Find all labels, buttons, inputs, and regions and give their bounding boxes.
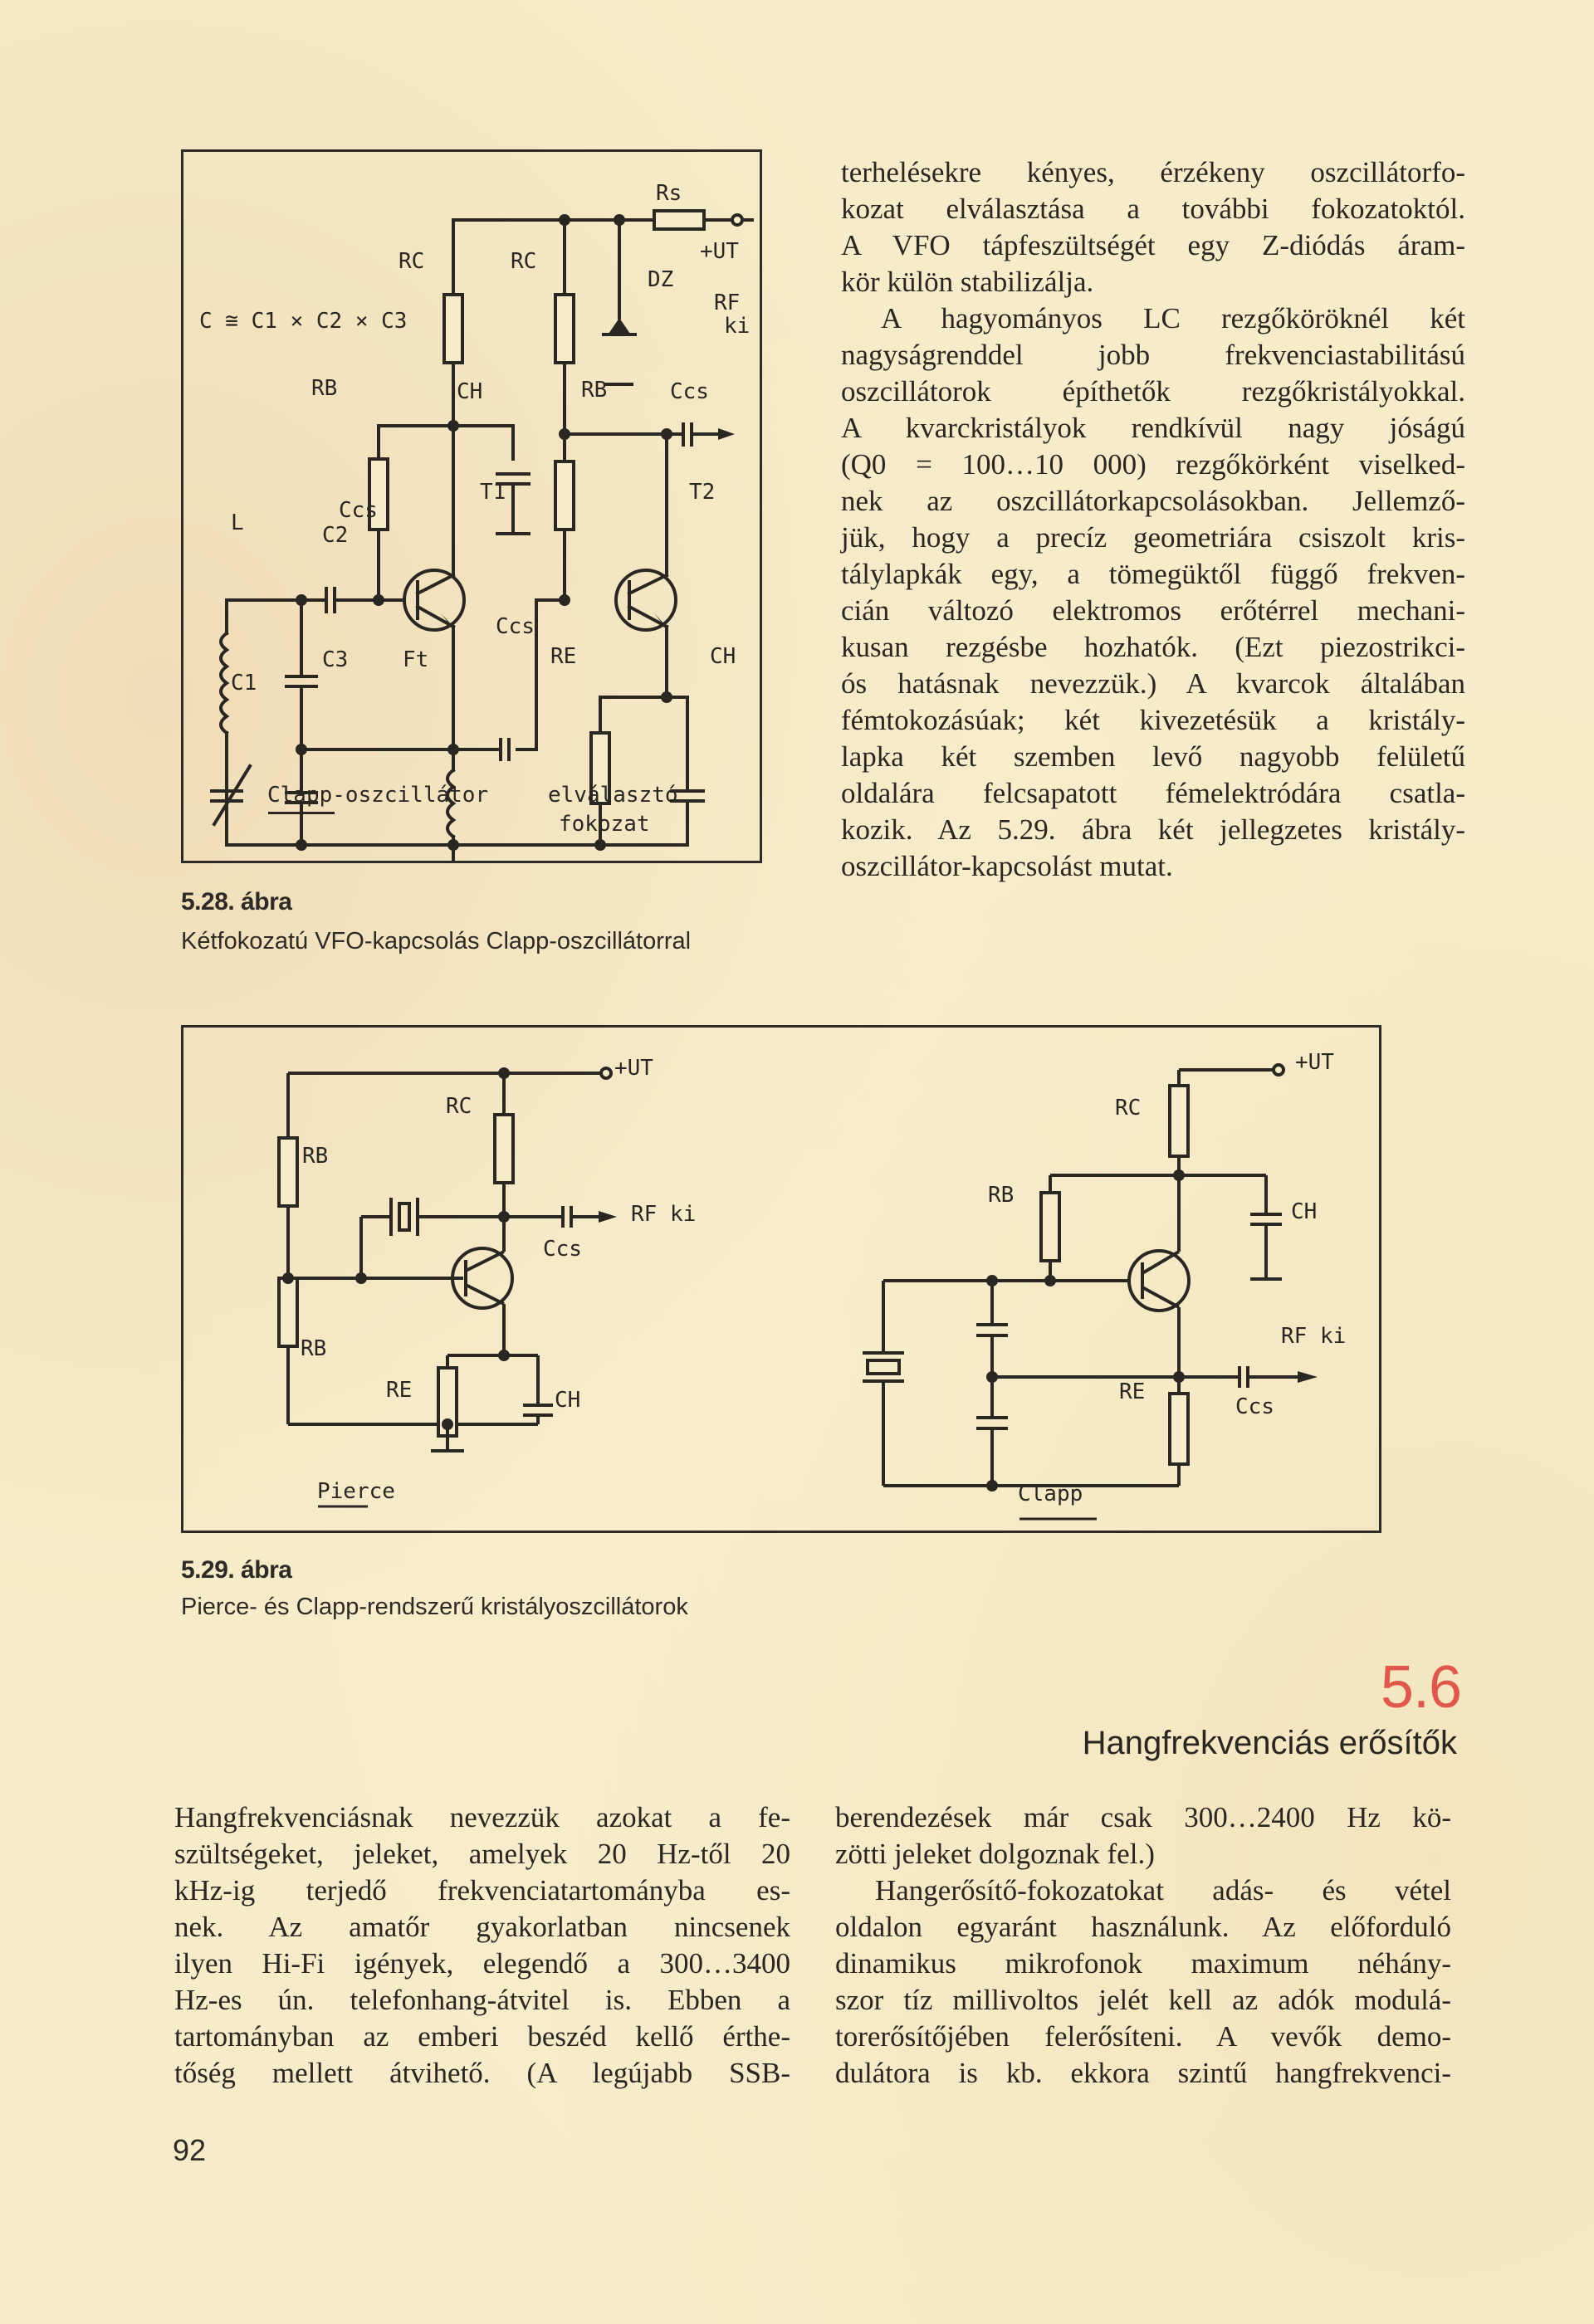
section-title: Hangfrekvenciás erősítők — [1082, 1725, 1457, 1761]
text-line: kör külön stabilizálja. — [841, 266, 1094, 298]
label-t1: T1 — [480, 480, 506, 505]
text-line: lapka két szemben levő nagyobb felületű — [841, 740, 1465, 773]
right-column-top — [841, 154, 1465, 885]
text-line: Hangfrekvenciásnak nevezzük azokat a fe- — [174, 1801, 790, 1833]
figure-5-28-frame — [181, 149, 762, 863]
label-ch2: CH — [710, 644, 736, 669]
pierce-label-ch: CH — [555, 1388, 581, 1413]
text-line: A hagyományos LC rezgőköröknél két — [881, 302, 1465, 334]
text-line: kozik. Az 5.29. ábra két jellegzetes kristály- — [841, 813, 1465, 846]
label-formula: C ≅ C1 × C2 × C3 — [199, 309, 408, 334]
label-ch1: CH — [457, 379, 483, 404]
text-line: nek. Az amatőr gyakorlatban nincsenek — [174, 1911, 790, 1943]
text-line: (Q0 = 100…10 000) rezgőkörként viselked- — [841, 448, 1465, 481]
label-clapp-oscillator: Clapp-oszcillátor — [267, 783, 489, 808]
text-line: A VFO tápfeszültségét egy Z-diódás áram- — [841, 229, 1465, 261]
right-column-bottom — [835, 1799, 1451, 2092]
clapp-label-ut: +UT — [1295, 1050, 1334, 1075]
text-line: ós hatásnak nevezzük.) A kvarcok általában — [841, 667, 1465, 700]
label-separator-1: elválasztó — [548, 783, 678, 808]
clapp-label-ccs: Ccs — [1235, 1394, 1274, 1419]
label-c3: C3 — [322, 647, 349, 672]
text-line: nek az oszcillátorkapcsolásokban. Jellemző- — [841, 485, 1465, 517]
text-line: dulátora is kb. ekkora szintű hangfrekvenci- — [835, 2057, 1451, 2089]
text-line: szültségeket, jeleket, amelyek 20 Hz-től 20 — [174, 1838, 790, 1870]
pierce-label-rb1: RB — [302, 1144, 329, 1169]
text-line: kusan rezgésbe hozhatók. (Ezt piezostrikci- — [841, 631, 1465, 663]
label-t2: T2 — [689, 480, 716, 505]
label-rc1: RC — [398, 249, 425, 274]
text-line: cián változó elektromos erőtérrel mechani- — [841, 594, 1465, 627]
clapp-label-ch: CH — [1291, 1199, 1318, 1224]
label-rc2: RC — [511, 249, 537, 274]
text-line: dinamikus mikrofonok maximum néhány- — [835, 1947, 1451, 1980]
figure-5-29-schematic — [183, 1028, 1379, 1531]
text-line: ilyen Hi-Fi igények, elegendő a 300…3400 — [174, 1947, 790, 1980]
label-c2: C2 — [322, 523, 349, 548]
pierce-label-ccs: Ccs — [543, 1237, 582, 1262]
label-ki: ki — [724, 314, 751, 339]
left-column-bottom — [174, 1799, 790, 2092]
label-rf: RF — [714, 290, 741, 315]
label-separator-2: fokozat — [559, 812, 650, 837]
label-dz: DZ — [648, 267, 674, 292]
label-rb2: RB — [581, 378, 608, 403]
pierce-label-re: RE — [386, 1378, 413, 1403]
label-c1: C1 — [231, 671, 257, 696]
pierce-title: Pierce — [317, 1479, 395, 1504]
section-number: 5.6 — [1380, 1654, 1461, 1721]
clapp-label-re: RE — [1119, 1379, 1146, 1404]
text-line: berendezések már csak 300…2400 Hz kö- — [835, 1801, 1451, 1833]
text-line: nagyságrenddel jobb frekvenciastabilitású — [841, 339, 1465, 371]
text-line: tartományban az emberi beszéd kellő érthe- — [174, 2020, 790, 2053]
text-line: Hangerősítő-fokozatokat adás- és vétel — [875, 1874, 1451, 1907]
clapp-label-rc: RC — [1115, 1096, 1142, 1120]
text-line: terhelésekre kényes, érzékeny oszcillátorfo- — [841, 156, 1465, 188]
text-line: torerősítőjében felerősíteni. A vevők demo- — [835, 2020, 1451, 2053]
page-number: 92 — [173, 2133, 207, 2167]
clapp-title: Clapp — [1018, 1482, 1083, 1506]
text-line: kHz-ig terjedő frekvenciatartományba es- — [174, 1874, 790, 1907]
label-ft: Ft — [403, 647, 429, 672]
text-line: oszcillátor-kapcsolást mutat. — [841, 850, 1173, 882]
text-line: tőség mellett átvihető. (A legújabb SSB- — [174, 2057, 790, 2089]
figure-5-28-caption: Kétfokozatú VFO-kapcsolás Clapp-oszcillátorral — [181, 928, 692, 954]
text-line: Hz-es ún. telefonhang-átvitel is. Ebben a — [174, 1984, 790, 2016]
figure-5-29-caption: Pierce- és Clapp-rendszerű kristályoszcillátorok — [181, 1594, 688, 1620]
text-line: tálylapkák egy, a tömegüktől függő frekven- — [841, 558, 1465, 590]
pierce-label-rb2: RB — [301, 1336, 327, 1361]
text-line: zötti jeleket dolgoznak fel.) — [835, 1838, 1155, 1870]
clapp-label-rb: RB — [988, 1183, 1015, 1208]
label-re: RE — [550, 644, 577, 669]
label-ut: +UT — [700, 239, 739, 264]
figure-5-29-number: 5.29. ábra — [181, 1556, 292, 1584]
label-l: L — [231, 510, 244, 535]
pierce-label-rf-out: RF ki — [631, 1202, 697, 1227]
pierce-label-rc: RC — [446, 1094, 472, 1119]
figure-5-28-schematic — [183, 152, 760, 861]
text-line: jük, hogy a precíz geometriára csiszolt kris- — [841, 521, 1465, 554]
text-line: szor tíz millivoltos jelét kell az adók modulá- — [835, 1984, 1451, 2016]
text-line: oszcillátorok építhetők rezgőkristályokkal. — [841, 375, 1465, 408]
label-rs: Rs — [656, 181, 682, 206]
label-ccs2: Ccs — [496, 614, 535, 639]
label-ccs-out: Ccs — [670, 379, 709, 404]
figure-5-29-frame — [181, 1025, 1381, 1533]
text-line: oldalon egyaránt használunk. Az előforduló — [835, 1911, 1451, 1943]
text-line: A kvarckristályok rendkívül nagy jóságú — [841, 412, 1465, 444]
text-line: kozat elválasztása a további fokozatoktól. — [841, 193, 1465, 225]
text-line: fémtokozásúak; két kivezetésük a kristály- — [841, 704, 1465, 736]
pierce-label-ut: +UT — [614, 1056, 653, 1081]
figure-5-28-number: 5.28. ábra — [181, 888, 292, 915]
label-rb1: RB — [311, 376, 338, 401]
clapp-label-rf-out: RF ki — [1281, 1324, 1347, 1349]
text-line: oldalára felcsapatott fémelektródára csatla- — [841, 777, 1465, 809]
label-ccs1: Ccs — [339, 498, 378, 523]
